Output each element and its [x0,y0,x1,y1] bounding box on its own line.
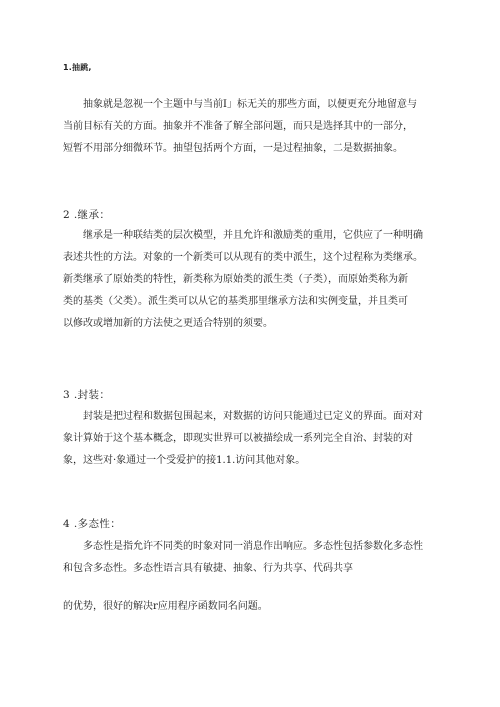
paragraph-line: 表述共性的方法。对象的一个新类可以从现有的类中派生，这个过程称为类继承。 [63,252,423,263]
section-1-heading: 1.抽跳, [63,63,92,72]
section-2-heading: 2 .继承： [63,209,111,221]
paragraph-line: 的优势，很好的解决r应用程序函数同名问题。 [63,601,268,612]
section-4-paragraph-continued [63,596,445,618]
paragraph-line: 象计算始于这个基本概念，即现实世界可以被描绘成一系列完全自治、封装的对 [63,433,413,444]
paragraph-line: 当前目标有关的方面。抽象并不准备了解全部问题，而只是选择其中的一部分， [63,121,413,132]
section-2-paragraph [63,225,445,335]
paragraph-line: 封装是把过程和数据包围起来，对数据的访问只能通过已定义的界面。面对对 [83,411,423,422]
paragraph-line: 短暂不用部分细微环节。抽望包括两个方面，一是过程抽象，二是数据抽象。 [63,143,403,154]
section-3-paragraph [63,406,445,472]
paragraph-line: 以修改或增加新的方法使之更适合特别的须要。 [63,318,273,329]
section-4-paragraph [63,536,445,580]
section-3-heading: 3 .封装： [63,389,111,401]
section-1-paragraph [63,94,445,160]
paragraph-line: 和包含多态性。多态性语言具有敏捷、抽象、行为共享、代码共享 [63,563,353,574]
paragraph-line: 多态性是指允许不同类的时象对同一消息作出响应。多态性包括参数化多态性 [83,541,423,552]
paragraph-line: 抽象就是忽视一个主题中与当前I」标无关的那些方面，以便更充分地留意与 [83,99,417,110]
paragraph-line: 新类继承了原始类的特性，新类称为原始类的派生类（子类），而原始类称为新 [63,274,408,285]
paragraph-line: 继承是一种联结类的层次模型，并且允许和激励类的重用，它供应了一种明确 [83,230,423,241]
paragraph-line: 类的基类（父类）。派生类可以从它的基类那里继承方法和实例变量，并且类可 [63,296,408,307]
section-4-heading: 4 .多态性： [63,518,122,530]
paragraph-line: 象，这些对·象通过一个受爱护的接1.1.访问其他对象。 [63,455,306,466]
